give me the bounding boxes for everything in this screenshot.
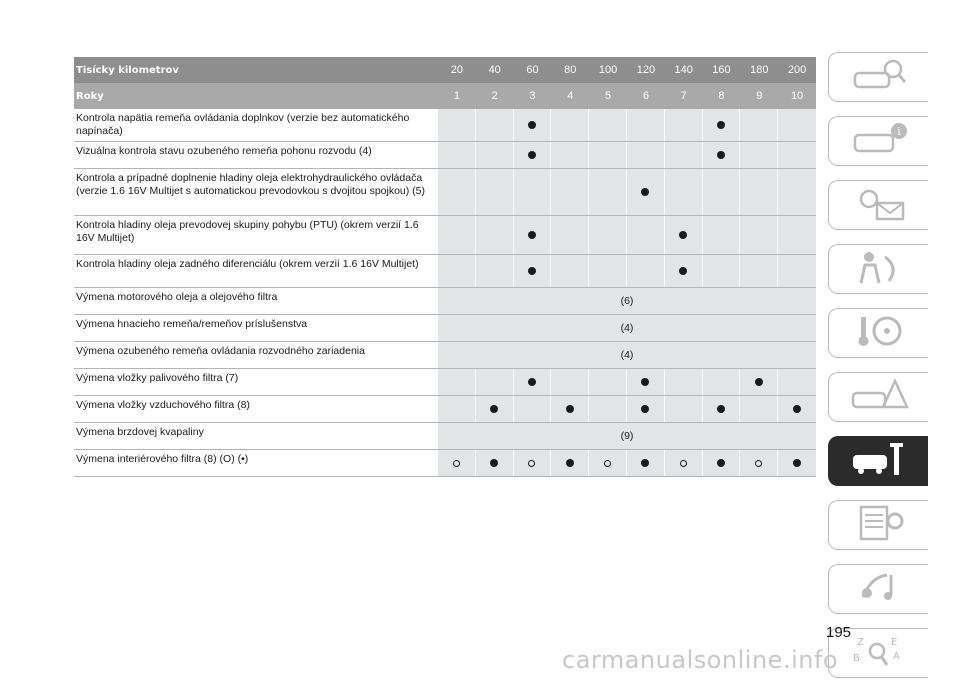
year-cell: 10 bbox=[790, 90, 804, 102]
interval-cell bbox=[665, 396, 703, 422]
chapter-tab[interactable] bbox=[828, 244, 928, 294]
table-row bbox=[74, 423, 816, 450]
interval-cell bbox=[627, 109, 665, 141]
row-cells bbox=[438, 369, 816, 395]
km-cell: 20 bbox=[450, 64, 464, 76]
interval-cell bbox=[589, 450, 627, 476]
chapter-sidebar bbox=[828, 52, 928, 692]
filled-dot-icon bbox=[528, 267, 536, 275]
interval-cell bbox=[551, 169, 589, 215]
interval-cell bbox=[778, 255, 816, 287]
filled-dot-icon bbox=[793, 459, 801, 467]
year-cell: 8 bbox=[718, 90, 725, 102]
row-span-note: (9) bbox=[438, 423, 816, 449]
interval-cell bbox=[514, 216, 552, 254]
interval-cell bbox=[778, 109, 816, 141]
svg-text:Z: Z bbox=[856, 636, 864, 648]
table-row bbox=[74, 450, 816, 477]
row-label: Výmena ozubeného remeňa ovládania rozvodného zariadenia bbox=[76, 345, 365, 357]
interval-cell bbox=[740, 169, 778, 215]
filled-dot-icon bbox=[679, 267, 687, 275]
interval-cell bbox=[589, 255, 627, 287]
filled-dot-icon bbox=[717, 151, 725, 159]
interval-cell bbox=[551, 109, 589, 141]
interval-cell bbox=[589, 169, 627, 215]
interval-cell bbox=[778, 142, 816, 168]
chapter-tab[interactable] bbox=[828, 52, 928, 102]
interval-cell bbox=[438, 109, 476, 141]
interval-cell bbox=[778, 216, 816, 254]
filled-dot-icon bbox=[528, 151, 536, 159]
row-label: Vizuálna kontrola stavu ozubeného remeňa pohonu rozvodu (4) bbox=[76, 145, 372, 157]
km-cell: 200 bbox=[787, 64, 807, 76]
table-row bbox=[74, 142, 816, 169]
interval-cell bbox=[476, 142, 514, 168]
alphabet-index-icon bbox=[847, 631, 911, 676]
filled-dot-icon bbox=[717, 459, 725, 467]
row-label: Výmena motorového oleja a olejového filtra bbox=[76, 291, 278, 303]
svg-text:i: i bbox=[896, 124, 901, 138]
year-cell: 5 bbox=[605, 90, 612, 102]
interval-cell bbox=[740, 255, 778, 287]
km-cell: 100 bbox=[598, 64, 618, 76]
interval-cell bbox=[627, 169, 665, 215]
table-row bbox=[74, 216, 816, 255]
interval-cell bbox=[589, 369, 627, 395]
warning-light-mail-icon bbox=[847, 183, 911, 228]
table-row bbox=[74, 369, 816, 396]
svg-text:E: E bbox=[890, 636, 897, 648]
steering-wheel-key-icon bbox=[847, 311, 911, 356]
interval-cell bbox=[665, 450, 703, 476]
interval-cell bbox=[778, 169, 816, 215]
interval-cell bbox=[438, 169, 476, 215]
table-row bbox=[74, 342, 816, 369]
filled-dot-icon bbox=[717, 121, 725, 129]
filled-dot-icon bbox=[793, 405, 801, 413]
interval-cell bbox=[627, 142, 665, 168]
filled-dot-icon bbox=[528, 121, 536, 129]
km-cell: 60 bbox=[526, 64, 539, 76]
interval-cell bbox=[438, 142, 476, 168]
km-cell: 140 bbox=[674, 64, 693, 76]
row-span-note: (4) bbox=[438, 342, 816, 368]
row-label: Výmena vložky palivového filtra (7) bbox=[76, 372, 239, 384]
km-label: Tisícky kilometrov bbox=[76, 64, 179, 76]
interval-cell bbox=[703, 142, 741, 168]
music-navigation-icon bbox=[847, 567, 911, 612]
interval-cell bbox=[778, 450, 816, 476]
row-label: Kontrola napätia remeňa ovládania doplnkov (verzie bez automatického napínača) bbox=[76, 112, 410, 137]
row-cells bbox=[438, 169, 816, 215]
table-row bbox=[74, 396, 816, 423]
interval-cell bbox=[551, 369, 589, 395]
year-cell: 9 bbox=[756, 90, 763, 102]
interval-cell bbox=[514, 255, 552, 287]
filled-dot-icon bbox=[641, 459, 649, 467]
row-cells bbox=[438, 396, 816, 422]
open-circle-icon bbox=[528, 460, 535, 467]
interval-cell bbox=[703, 369, 741, 395]
interval-cell bbox=[438, 255, 476, 287]
row-cells bbox=[438, 450, 816, 476]
chapter-tab[interactable] bbox=[828, 372, 928, 422]
chapter-tab[interactable] bbox=[828, 116, 928, 166]
interval-cell bbox=[740, 450, 778, 476]
interval-cell bbox=[476, 396, 514, 422]
filled-dot-icon bbox=[528, 231, 536, 239]
interval-cell bbox=[438, 216, 476, 254]
row-cells bbox=[438, 255, 816, 287]
interval-cell bbox=[627, 369, 665, 395]
km-cell: 80 bbox=[564, 64, 577, 76]
filled-dot-icon bbox=[641, 188, 649, 196]
header-years-row bbox=[74, 83, 816, 109]
table-row bbox=[74, 315, 816, 342]
filled-dot-icon bbox=[717, 405, 725, 413]
interval-cell bbox=[665, 255, 703, 287]
open-circle-icon bbox=[680, 460, 687, 467]
interval-cell bbox=[438, 396, 476, 422]
filled-dot-icon bbox=[679, 231, 687, 239]
interval-cell bbox=[589, 396, 627, 422]
interval-cell bbox=[589, 109, 627, 141]
watermark: carmanualsonline.info bbox=[562, 646, 839, 674]
maintenance-table bbox=[74, 57, 816, 477]
chapter-tab[interactable] bbox=[828, 308, 928, 358]
interval-cell bbox=[703, 109, 741, 141]
interval-cell bbox=[551, 255, 589, 287]
interval-cell bbox=[476, 369, 514, 395]
filled-dot-icon bbox=[641, 378, 649, 386]
row-label: Výmena brzdovej kvapaliny bbox=[76, 426, 204, 438]
interval-cell bbox=[438, 450, 476, 476]
year-cell: 4 bbox=[567, 90, 574, 102]
car-accident-warning-icon bbox=[847, 375, 911, 420]
filled-dot-icon bbox=[755, 378, 763, 386]
years-label: Roky bbox=[76, 90, 104, 102]
interval-cell bbox=[778, 396, 816, 422]
page-number: 195 bbox=[826, 624, 852, 641]
open-circle-icon bbox=[604, 460, 611, 467]
interval-cell bbox=[476, 450, 514, 476]
interval-cell bbox=[703, 396, 741, 422]
filled-dot-icon bbox=[528, 378, 536, 386]
interval-cell bbox=[514, 450, 552, 476]
interval-cell bbox=[438, 369, 476, 395]
car-info-icon bbox=[847, 119, 911, 164]
chapter-tab[interactable] bbox=[828, 180, 928, 230]
interval-cell bbox=[703, 450, 741, 476]
table-row bbox=[74, 109, 816, 142]
airbag-seatbelt-icon bbox=[847, 247, 911, 292]
chapter-tab[interactable] bbox=[828, 436, 928, 486]
document-settings-icon bbox=[847, 503, 911, 548]
km-cell: 120 bbox=[636, 64, 656, 76]
interval-cell bbox=[665, 109, 703, 141]
row-span-note: (6) bbox=[438, 288, 816, 314]
open-circle-icon bbox=[755, 460, 762, 467]
filled-dot-icon bbox=[490, 405, 498, 413]
interval-cell bbox=[740, 109, 778, 141]
interval-cell bbox=[665, 142, 703, 168]
chapter-tab[interactable] bbox=[828, 564, 928, 614]
filled-dot-icon bbox=[490, 459, 498, 467]
interval-cell bbox=[476, 169, 514, 215]
row-label: Kontrola hladiny oleja prevodovej skupiny pohybu (PTU) (okrem verzií 1.6 16V Multijet) bbox=[76, 219, 419, 244]
interval-cell bbox=[551, 142, 589, 168]
interval-cell bbox=[665, 369, 703, 395]
svg-text:A: A bbox=[892, 650, 900, 662]
row-cells bbox=[438, 216, 816, 254]
year-cell: 3 bbox=[529, 90, 536, 102]
row-cells bbox=[438, 142, 816, 168]
filled-dot-icon bbox=[641, 405, 649, 413]
svg-text:B: B bbox=[852, 652, 860, 664]
row-cells bbox=[438, 109, 816, 141]
interval-cell bbox=[665, 216, 703, 254]
table-body bbox=[74, 109, 816, 477]
table-row bbox=[74, 169, 816, 216]
header-km-row bbox=[74, 57, 816, 83]
car-wrench-icon bbox=[847, 439, 911, 484]
year-cell: 7 bbox=[680, 90, 687, 102]
table-row bbox=[74, 255, 816, 288]
open-circle-icon bbox=[453, 460, 460, 467]
interval-cell bbox=[551, 396, 589, 422]
interval-cell bbox=[476, 216, 514, 254]
interval-cell bbox=[703, 169, 741, 215]
row-label: Kontrola hladiny oleja zadného diferenciálu (okrem verzií 1.6 16V Multijet) bbox=[76, 258, 419, 270]
interval-cell bbox=[514, 369, 552, 395]
table-row bbox=[74, 288, 816, 315]
row-label: Výmena vložky vzduchového filtra (8) bbox=[76, 399, 250, 411]
interval-cell bbox=[627, 450, 665, 476]
row-label: Výmena interiérového filtra (8) (O) (•) bbox=[76, 453, 249, 465]
row-span-note: (4) bbox=[438, 315, 816, 341]
interval-cell bbox=[740, 142, 778, 168]
km-cell: 180 bbox=[750, 64, 769, 76]
interval-cell bbox=[551, 216, 589, 254]
interval-cell bbox=[665, 169, 703, 215]
interval-cell bbox=[476, 255, 514, 287]
year-cell: 1 bbox=[453, 90, 460, 102]
interval-cell bbox=[514, 396, 552, 422]
interval-cell bbox=[589, 142, 627, 168]
km-cell: 40 bbox=[488, 64, 501, 76]
interval-cell bbox=[476, 109, 514, 141]
interval-cell bbox=[514, 109, 552, 141]
interval-cell bbox=[703, 216, 741, 254]
interval-cell bbox=[551, 450, 589, 476]
filled-dot-icon bbox=[566, 405, 574, 413]
interval-cell bbox=[703, 255, 741, 287]
chapter-tab[interactable] bbox=[828, 500, 928, 550]
interval-cell bbox=[514, 142, 552, 168]
interval-cell bbox=[627, 255, 665, 287]
interval-cell bbox=[740, 396, 778, 422]
row-label: Výmena hnacieho remeňa/remeňov príslušenstva bbox=[76, 318, 308, 330]
interval-cell bbox=[778, 369, 816, 395]
interval-cell bbox=[627, 396, 665, 422]
interval-cell bbox=[740, 369, 778, 395]
interval-cell bbox=[740, 216, 778, 254]
interval-cell bbox=[514, 169, 552, 215]
year-cell: 6 bbox=[642, 90, 649, 102]
filled-dot-icon bbox=[566, 459, 574, 467]
row-label: Kontrola a prípadné doplnenie hladiny oleja elektrohydraulického ovládača (verzie 1.6 16V Multijet s automatickou prevodovkou s dvojitou spojkou) (5) bbox=[76, 172, 426, 197]
car-dashboard-search-icon bbox=[847, 55, 911, 100]
interval-cell bbox=[627, 216, 665, 254]
km-cell: 160 bbox=[712, 64, 731, 76]
interval-cell bbox=[589, 216, 627, 254]
year-cell: 2 bbox=[491, 90, 498, 102]
